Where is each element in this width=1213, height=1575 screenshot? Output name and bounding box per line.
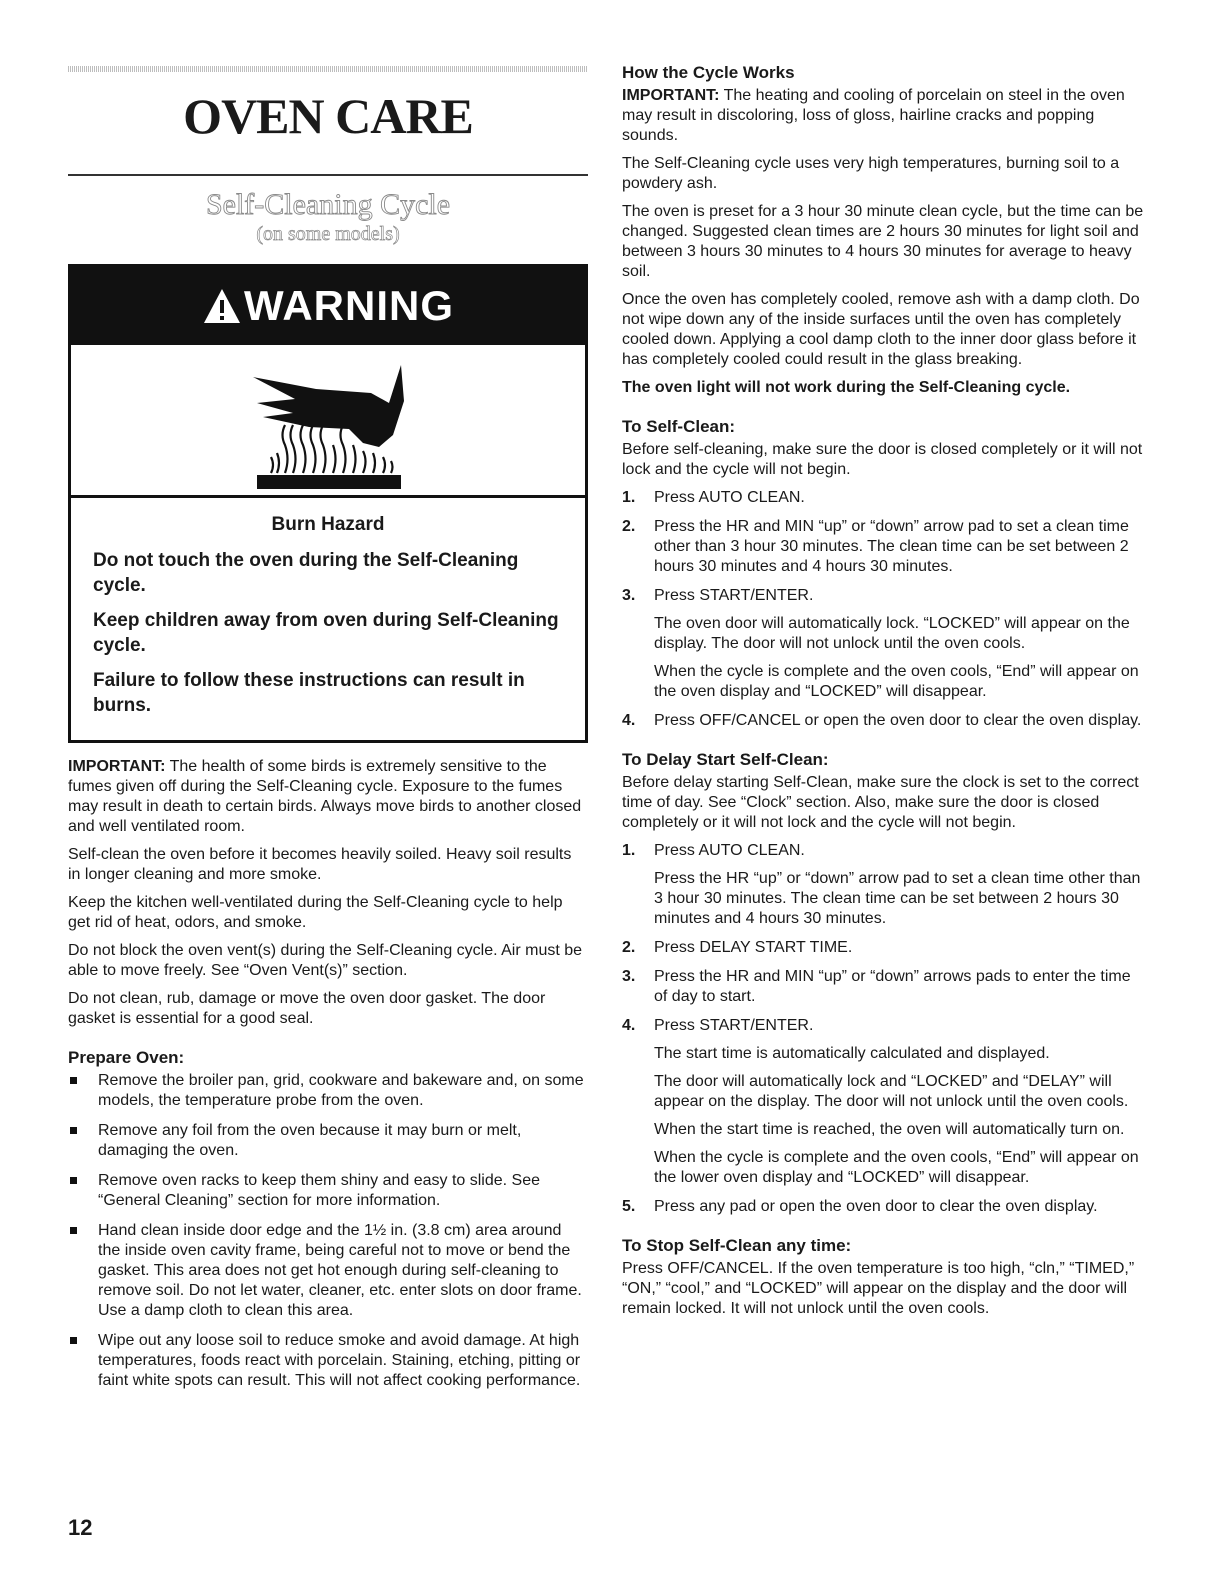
list-item bbox=[68, 1331, 588, 1391]
step-item bbox=[622, 586, 1144, 702]
step-detail: When the cycle is complete and the oven cools, “End” will appear on the lower oven display and “LOCKED” will disappear. bbox=[654, 1149, 1139, 1186]
list-item bbox=[68, 1171, 588, 1211]
birds-important-paragraph bbox=[68, 757, 588, 837]
section-title: Self-Cleaning Cycle bbox=[205, 188, 451, 221]
warning-label: WARNING bbox=[244, 282, 454, 329]
step-detail: The start time is automatically calculated and displayed. bbox=[654, 1045, 1050, 1062]
paragraph: Do not clean, rub, damage or move the oven door gasket. The door gasket is essential for a good seal. bbox=[68, 990, 546, 1027]
step-number: 1. bbox=[622, 842, 636, 859]
step-detail: When the start time is reached, the oven will automatically turn on. bbox=[654, 1121, 1125, 1138]
hazard-line: Do not touch the oven during the Self-Cleaning cycle. bbox=[93, 550, 519, 596]
warning-box bbox=[68, 264, 588, 743]
decorative-rule bbox=[68, 66, 588, 72]
list-item bbox=[68, 1071, 588, 1111]
stop-self-clean-text: Press OFF/CANCEL. If the oven temperature is too high, “cln,” “TIMED,” “ON,” “cool,” and “LOCKED” will appear on the display and the door will remain locked. It will not unlock until the oven cools. bbox=[622, 1260, 1135, 1317]
prepare-oven-list bbox=[68, 1071, 588, 1391]
bullet-icon bbox=[70, 1177, 77, 1184]
delay-start-heading: To Delay Start Self-Clean: bbox=[622, 750, 829, 769]
list-item-text: Remove the broiler pan, grid, cookware and bakeware and, on some models, the temperature probe from the oven. bbox=[98, 1072, 584, 1109]
self-clean-heading: To Self-Clean: bbox=[622, 417, 736, 436]
step-detail: When the cycle is complete and the oven cools, “End” will appear on the oven display and “LOCKED” will disappear. bbox=[654, 663, 1139, 700]
step-text: Press OFF/CANCEL or open the oven door to clear the oven display. bbox=[654, 712, 1142, 729]
cycle-important-paragraph bbox=[622, 86, 1144, 146]
step-text: Press the HR and MIN “up” or “down” arrows pads to enter the time of day to start. bbox=[654, 968, 1131, 1005]
step-text: Press DELAY START TIME. bbox=[654, 939, 853, 956]
self-clean-steps bbox=[622, 488, 1144, 731]
prepare-oven-heading: Prepare Oven: bbox=[68, 1048, 185, 1067]
important-text: The health of some birds is extremely sensitive to the fumes given off during the Self-Cleaning cycle. Exposure to the fumes may result in death to certain birds. Always move birds to another closed and well ventilated room. bbox=[68, 758, 582, 835]
bullet-icon bbox=[70, 1077, 77, 1084]
step-item bbox=[622, 488, 1144, 508]
right-column bbox=[622, 62, 1144, 1327]
list-item bbox=[68, 1121, 588, 1161]
important-label: IMPORTANT: bbox=[622, 87, 720, 104]
list-item-text: Wipe out any loose soil to reduce smoke and avoid damage. At high temperatures, foods react with porcelain. Staining, etching, pitting or faint white spots can result. This will not affect cooking performance. bbox=[98, 1332, 581, 1389]
step-item bbox=[622, 967, 1144, 1007]
section-note: (on some models) bbox=[256, 223, 400, 245]
step-number: 5. bbox=[622, 1198, 636, 1215]
step-number: 3. bbox=[622, 968, 636, 985]
step-text: Press AUTO CLEAN. bbox=[654, 489, 805, 506]
paragraph: Self-clean the oven before it becomes heavily soiled. Heavy soil results in longer cleaning and more smoke. bbox=[68, 846, 572, 883]
list-item-text: Hand clean inside door edge and the 1½ in. (3.8 cm) area around the inside oven cavity frame, being careful not to move or bend the gasket. This area does not get hot enough during self-cleaning to remove soil. Do not let water, cleaner, etc. enter slots on door frame. Use a damp cloth to clean this area. bbox=[98, 1222, 582, 1319]
step-item bbox=[622, 1197, 1144, 1217]
list-item bbox=[68, 1221, 588, 1321]
stop-self-clean-heading: To Stop Self-Clean any time: bbox=[622, 1236, 852, 1255]
bullet-icon bbox=[70, 1227, 77, 1234]
hazard-line: Keep children away from oven during Self-Cleaning cycle. bbox=[93, 610, 559, 656]
paragraph: Once the oven has completely cooled, remove ash with a damp cloth. Do not wipe down any of the inside surfaces until the oven has completely cooled down. Applying a cool damp cloth to the inner door glass before it has completely cooled could result in the glass breaking. bbox=[622, 291, 1140, 368]
delay-start-intro: Before delay starting Self-Clean, make sure the clock is set to the correct time of day. See “Clock” section. Also, make sure the door is closed completely or it will not lock and the cycle will not begin. bbox=[622, 774, 1139, 831]
cycle-heading: How the Cycle Works bbox=[622, 63, 795, 82]
step-detail: Press the HR “up” or “down” arrow pad to set a clean time other than 3 hour 30 minutes. The clean time can be set between 2 hours 30 minutes and 4 hours 30 minutes. bbox=[654, 870, 1141, 927]
list-item-text: Remove oven racks to keep them shiny and easy to slide. See “General Cleaning” section for more information. bbox=[98, 1172, 541, 1209]
step-number: 1. bbox=[622, 489, 636, 506]
hazard-line: Failure to follow these instructions can result in burns. bbox=[93, 670, 525, 716]
step-text: Press START/ENTER. bbox=[654, 587, 814, 604]
step-item bbox=[622, 1016, 1144, 1188]
step-number: 2. bbox=[622, 939, 636, 956]
step-detail: The door will automatically lock and “LOCKED” and “DELAY” will appear on the display. The door will not unlock until the oven cools. bbox=[654, 1073, 1129, 1110]
list-item-text: Remove any foil from the oven because it may burn or melt, damaging the oven. bbox=[98, 1122, 522, 1159]
step-number: 3. bbox=[622, 587, 636, 604]
paragraph: Keep the kitchen well-ventilated during the Self-Cleaning cycle to help get rid of heat, odors, and smoke. bbox=[68, 894, 563, 931]
step-number: 2. bbox=[622, 518, 636, 535]
paragraph: The oven is preset for a 3 hour 30 minute clean cycle, but the time can be changed. Suggested clean times are 2 hours 30 minutes for light soil and between 3 hours 30 minutes to 4 hours 30 minutes for average to heavy soil. bbox=[622, 203, 1144, 280]
burn-hazard-icon bbox=[71, 345, 585, 498]
page-number: 12 bbox=[68, 1515, 93, 1540]
oven-light-note: The oven light will not work during the Self-Cleaning cycle. bbox=[622, 379, 1071, 396]
step-number: 4. bbox=[622, 712, 636, 729]
left-column bbox=[68, 62, 588, 1401]
bullet-icon bbox=[70, 1127, 77, 1134]
step-text: Press AUTO CLEAN. bbox=[654, 842, 805, 859]
title-divider bbox=[68, 174, 588, 176]
step-number: 4. bbox=[622, 1017, 636, 1034]
step-item bbox=[622, 938, 1144, 958]
warning-body bbox=[71, 498, 585, 740]
delay-start-steps bbox=[622, 841, 1144, 1217]
step-text: Press START/ENTER. bbox=[654, 1017, 814, 1034]
paragraph: The Self-Cleaning cycle uses very high temperatures, burning soil to a powdery ash. bbox=[622, 155, 1120, 192]
step-item bbox=[622, 711, 1144, 731]
step-detail: The oven door will automatically lock. “LOCKED” will appear on the display. The door will not unlock until the oven cools. bbox=[654, 615, 1130, 652]
step-item bbox=[622, 517, 1144, 577]
paragraph: Do not block the oven vent(s) during the Self-Cleaning cycle. Air must be able to move freely. See “Oven Vent(s)” section. bbox=[68, 942, 583, 979]
step-text: Press the HR and MIN “up” or “down” arrow pad to set a clean time other than 3 hour 30 minutes. The clean time can be set between 2 hours 30 minutes and 4 hours 30 minutes. bbox=[654, 518, 1129, 575]
step-text: Press any pad or open the oven door to clear the oven display. bbox=[654, 1198, 1098, 1215]
hazard-title: Burn Hazard bbox=[271, 514, 385, 535]
important-text: The heating and cooling of porcelain on steel in the oven may result in discoloring, loss of gloss, hairline cracks and popping sounds. bbox=[622, 87, 1125, 144]
self-clean-intro: Before self-cleaning, make sure the door is closed completely or it will not lock and the cycle will not begin. bbox=[622, 441, 1143, 478]
important-label: IMPORTANT: bbox=[68, 758, 166, 775]
step-item bbox=[622, 841, 1144, 929]
warning-triangle-icon bbox=[202, 286, 242, 326]
page-title: OVEN CARE bbox=[183, 88, 473, 144]
bullet-icon bbox=[70, 1337, 77, 1344]
warning-header bbox=[71, 267, 585, 345]
